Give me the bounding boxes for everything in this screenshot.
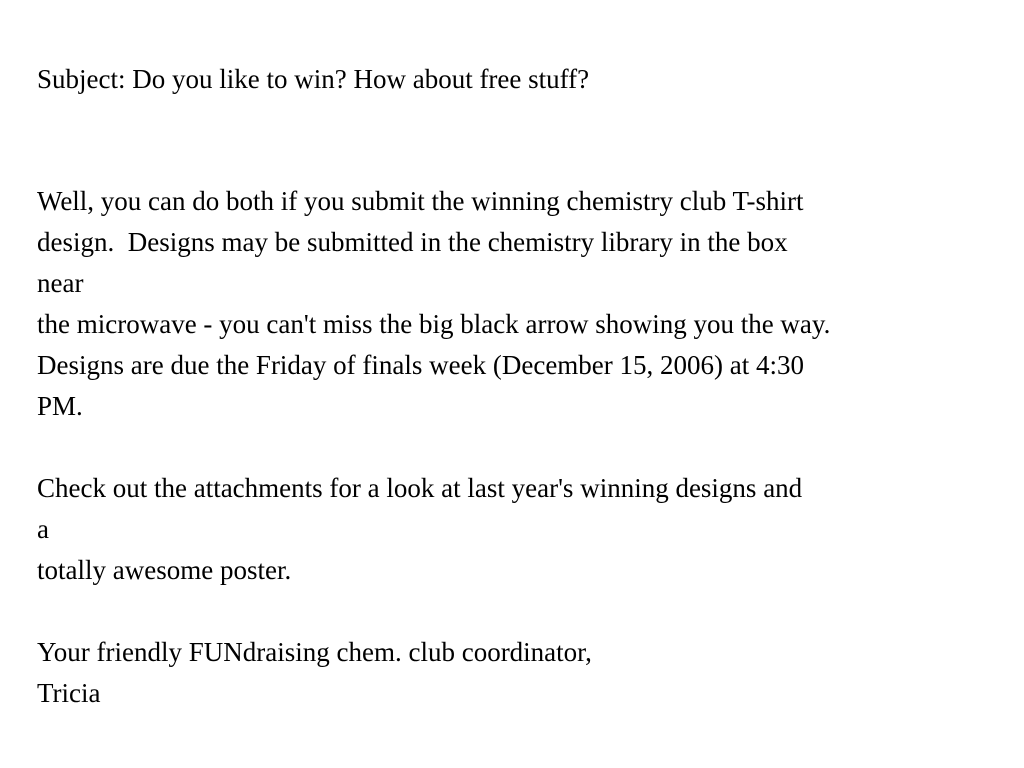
body-line: near <box>37 268 84 298</box>
body-line: totally awesome poster. <box>37 555 292 585</box>
body-line: the microwave - you can't miss the big black arrow showing you the way. <box>37 309 831 339</box>
body-line: PM. <box>37 391 83 421</box>
body-line: Check out the attachments for a look at last year's winning designs and <box>37 473 803 503</box>
body-line: design. Designs may be submitted in the chemistry library in the box <box>37 227 788 257</box>
body-line: Designs are due the Friday of finals week (December 15, 2006) at 4:30 <box>37 350 805 380</box>
body-line: Well, you can do both if you submit the winning chemistry club T-shirt <box>37 186 804 216</box>
email-subject: Subject: Do you like to win? How about free stuff? <box>37 64 590 94</box>
body-line: a <box>37 514 49 544</box>
signature-closing: Your friendly FUNdraising chem. club coordinator, <box>37 637 592 667</box>
signature-name: Tricia <box>37 678 101 708</box>
